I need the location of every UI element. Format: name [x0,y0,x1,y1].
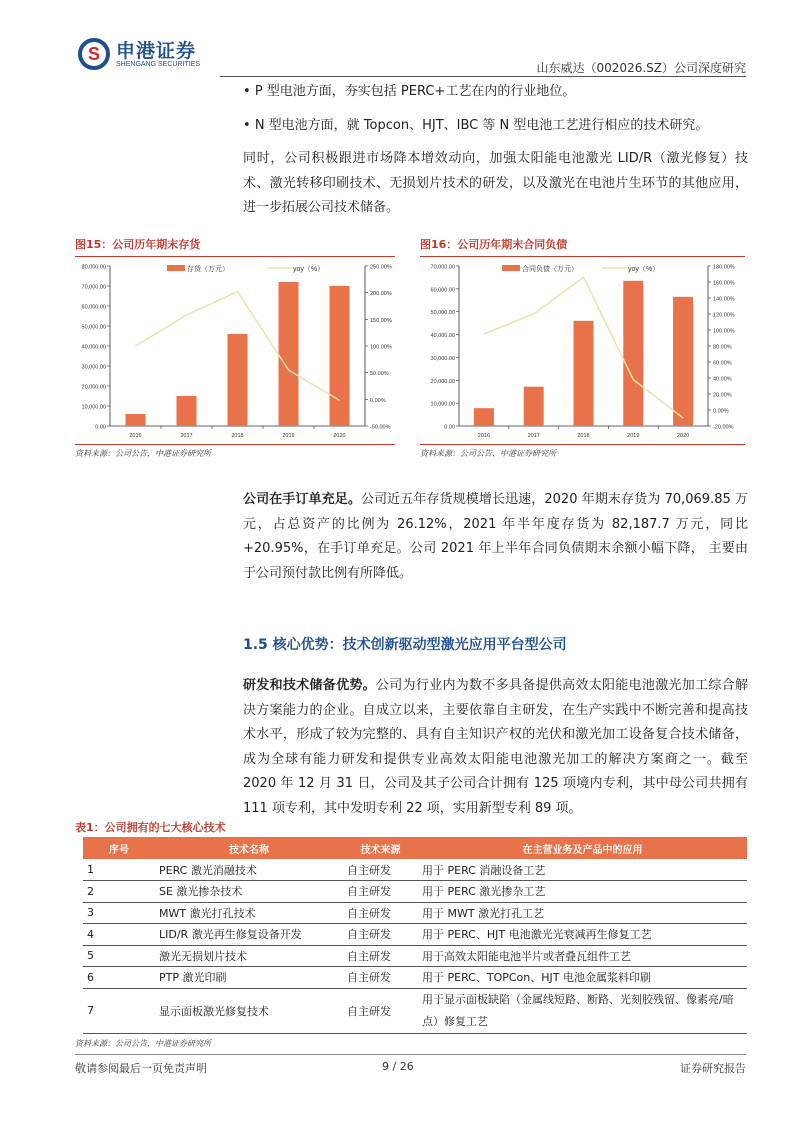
legend-bar-swatch [502,265,520,271]
y-tick-label: 60,000.00 [430,287,455,294]
table-cell: 激光无损划片技术 [155,945,343,967]
table-row [83,924,747,946]
y2-tick-label: 20.00% [713,392,732,399]
report-title: 山东威达（002026.SZ）公司深度研究 [536,61,746,75]
table-cell: 用于 PERC 消融设备工艺 [418,859,747,881]
paragraph [243,674,748,821]
table-cell: MWT 激光打孔技术 [155,902,343,924]
section-heading: 1.5 核心优势：技术创新驱动型激光应用平台型公司 [243,637,567,653]
table-cell: 4 [83,924,155,946]
header-cell: 技术名称 [155,837,343,859]
y2-tick-label: 100.00% [370,344,392,351]
figure-source: 资料来源：公司公告，中港证券研究所 [75,449,211,458]
bar [228,334,248,426]
x-tick-label: 2020 [676,433,690,439]
table-cell: 自主研发 [343,902,418,924]
y2-tick-label: -50.00% [370,424,391,431]
y2-tick-label: 0.00% [713,408,729,415]
y2-tick-label: 120.00% [713,312,735,319]
bullet-list [243,80,748,138]
table-cell: 自主研发 [343,881,418,903]
header-divider [220,76,746,77]
table-cell: SE 激光掺杂技术 [155,881,343,903]
y2-tick-label: 150.00% [370,317,392,324]
paragraph: 同时，公司积极跟进市场降本增效动向，加强太阳能电池激光 LID/R（激光修复）技术、激光转移印刷技术、无损划片技术的研发，以及激光在电池片生环节的其他应用，进一步拓展公司技术储备。 [243,151,748,215]
table-cell: PTP 激光印刷 [155,967,343,989]
table-source: 资料来源：公司公告，中港证券研究所 [75,1039,211,1048]
y-tick-label: 20,000.00 [430,378,455,385]
legend-line-label: yoy（%） [628,266,660,273]
table-cell: 2 [83,881,155,903]
table-cell: 用于 MWT 激光打孔工艺 [418,902,747,924]
y-tick-label: 30,000.00 [430,355,455,362]
report-type: 证券研究报告 [680,1062,746,1075]
figure-16 [420,236,745,257]
y2-tick-label: 200.00% [370,291,392,298]
x-tick-label: 2017 [527,433,540,439]
figure-source: 资料来源：公司公告，中港证券研究所 [420,449,556,458]
bullet-item: • P 型电池方面，夯实包括 PERC+工艺在内的行业地位。 [243,80,748,105]
paragraph-lead: 研发和技术储备优势。 [243,678,376,693]
table-cell: 1 [83,859,155,881]
figure-rule [75,444,395,445]
bar [474,408,494,426]
figure-15 [75,236,395,257]
table-cell: LID/R 激光再生修复设备开发 [155,924,343,946]
x-tick-label: 2016 [477,433,491,439]
bar [524,387,544,426]
bar [673,297,693,426]
table-cell: 自主研发 [343,924,418,946]
y2-tick-label: 60.00% [713,360,732,367]
table-cell: 7 [83,988,155,1033]
legend-bar-swatch [167,265,185,271]
figure-title: 图16：公司历年期末合同负债 [420,238,568,251]
table-cell: 6 [83,967,155,989]
table-cell: PERC 激光消融技术 [155,859,343,881]
page-number: 9 / 26 [382,1060,414,1073]
header-cell: 技术来源 [343,837,418,859]
table-cell: 用于 PERC、HJT 电池激光光衰减再生修复工艺 [418,924,747,946]
y2-tick-label: 50.00% [370,371,389,378]
y2-tick-label: 0.00% [370,397,386,404]
x-tick-label: 2019 [627,433,640,439]
table-cell: 5 [83,945,155,967]
y2-tick-label: 80.00% [713,344,732,351]
legend-bar-label: 存货（万元） [187,266,229,273]
chart-contract-liabilities [410,255,760,445]
table-row [83,988,747,1033]
header-cell: 在主营业务及产品中的应用 [418,837,747,859]
y2-tick-label: 180.00% [713,264,735,271]
table-cell: 自主研发 [343,988,418,1033]
paragraph [243,488,748,586]
table-row [83,967,747,989]
table-cell: 用于 PERC、TOPCon、HJT 电池金属浆料印刷 [418,967,747,989]
table-cell: 3 [83,902,155,924]
table-cell: 显示面板激光修复技术 [155,988,343,1033]
table-row [83,902,747,924]
bullet-item: • N 型电池方面，就 Topcon、HJT、IBC 等 N 型电池工艺进行相应的技术研究。 [243,114,748,139]
x-tick-label: 2018 [231,433,244,439]
x-tick-label: 2018 [577,433,590,439]
paragraph-body: 公司近五年存货规模增长迅速，2020 年期末存货为 70,069.85 万元，占总资产的比例为 26.12%，2021 年半年度存货为 82,187.7 万元，同比+20.95%，在手订单充足。公司 2021 年上半年合同负债期末余额小幅下降， 主要由于公司预付款比例有所降低。 [243,492,748,581]
bar [623,281,643,426]
paragraph-body: 公司为行业内为数不多具备提供高效太阳能电池激光加工综合解决方案能力的企业。自成立以来，主要依靠自主研发，在生产实践中不断完善和提高技术水平，形成了较为完整的、具有自主知识产权的光伏和激光加工设备复合技术储备，成为全球有能力研发和提供专业高效太阳能电池激光加工的解决方案商之一。截至 2020 年 12 月 31 日，公司及其子公司合计拥有 125 项境内专利，其中母公司共拥有 111 项专利，其中发明专利 22 项，实用新型专利 89 项。 [243,678,748,816]
bar [177,396,197,426]
header-cell: 序号 [83,837,155,859]
y-tick-label: 20,000.00 [81,384,106,391]
y2-tick-label: 100.00% [713,328,735,335]
legend-line-label: yoy（%） [293,266,325,273]
chart-inventory [60,255,405,445]
company-logo [78,38,200,70]
table-row [83,859,747,881]
logo-en: SHENGANG SECURITIES [116,60,201,68]
y2-tick-label: 140.00% [713,296,735,303]
y-tick-label: 0.00 [444,424,455,431]
table-cell: 自主研发 [343,945,418,967]
y-tick-label: 0.00 [95,424,106,431]
table-title: 表1：公司拥有的七大核心技术 [75,821,226,834]
table-row [83,945,747,967]
table-cell: 用于高效太阳能电池半片或者叠瓦组件工艺 [418,945,747,967]
table-cell: 自主研发 [343,859,418,881]
y-tick-label: 40,000.00 [81,344,106,351]
table-cell: 用于显示面板缺陷（金属线短路、断路、光刻胶残留、像素亮/暗点）修复工艺 [418,988,747,1033]
x-tick-label: 2017 [180,433,193,439]
x-tick-label: 2016 [129,433,142,439]
logo-icon: S [78,38,110,70]
bar [126,414,146,426]
table-header [83,837,747,859]
x-tick-label: 2020 [333,433,346,439]
bar [279,282,299,426]
logo-name: 申港证券 [116,39,197,62]
y2-tick-label: 160.00% [713,280,735,287]
disclaimer-note: 敬请参阅最后一页免责声明 [75,1062,207,1075]
y2-tick-label: 250.00% [370,264,392,271]
paragraph-lead: 公司在手订单充足。 [243,492,361,507]
y-tick-label: 60,000.00 [81,304,106,311]
y2-tick-label: 40.00% [713,376,732,383]
y-tick-label: 50,000.00 [430,310,455,317]
y-tick-label: 80,000.00 [81,264,106,271]
legend-bar-label: 合同负债（万元） [522,266,578,273]
table-row [83,881,747,903]
x-tick-label: 2019 [282,433,295,439]
figure-title: 图15：公司历年期末存货 [75,238,201,251]
footer-divider [75,1054,746,1055]
y-tick-label: 40,000.00 [430,333,455,340]
table-cell: 用于 PERC 激光掺杂工艺 [418,881,747,903]
bar [574,321,594,426]
y-tick-label: 70,000.00 [81,284,106,291]
y-tick-label: 30,000.00 [81,364,106,371]
y-tick-label: 70,000.00 [430,264,455,271]
core-tech-table [83,837,747,1034]
y-tick-label: 50,000.00 [81,324,106,331]
bar [330,286,350,426]
table-cell: 自主研发 [343,967,418,989]
y-tick-label: 10,000.00 [81,404,106,411]
y-tick-label: 10,000.00 [430,401,455,408]
figure-rule [420,444,745,445]
y2-tick-label: -20.00% [713,424,734,431]
